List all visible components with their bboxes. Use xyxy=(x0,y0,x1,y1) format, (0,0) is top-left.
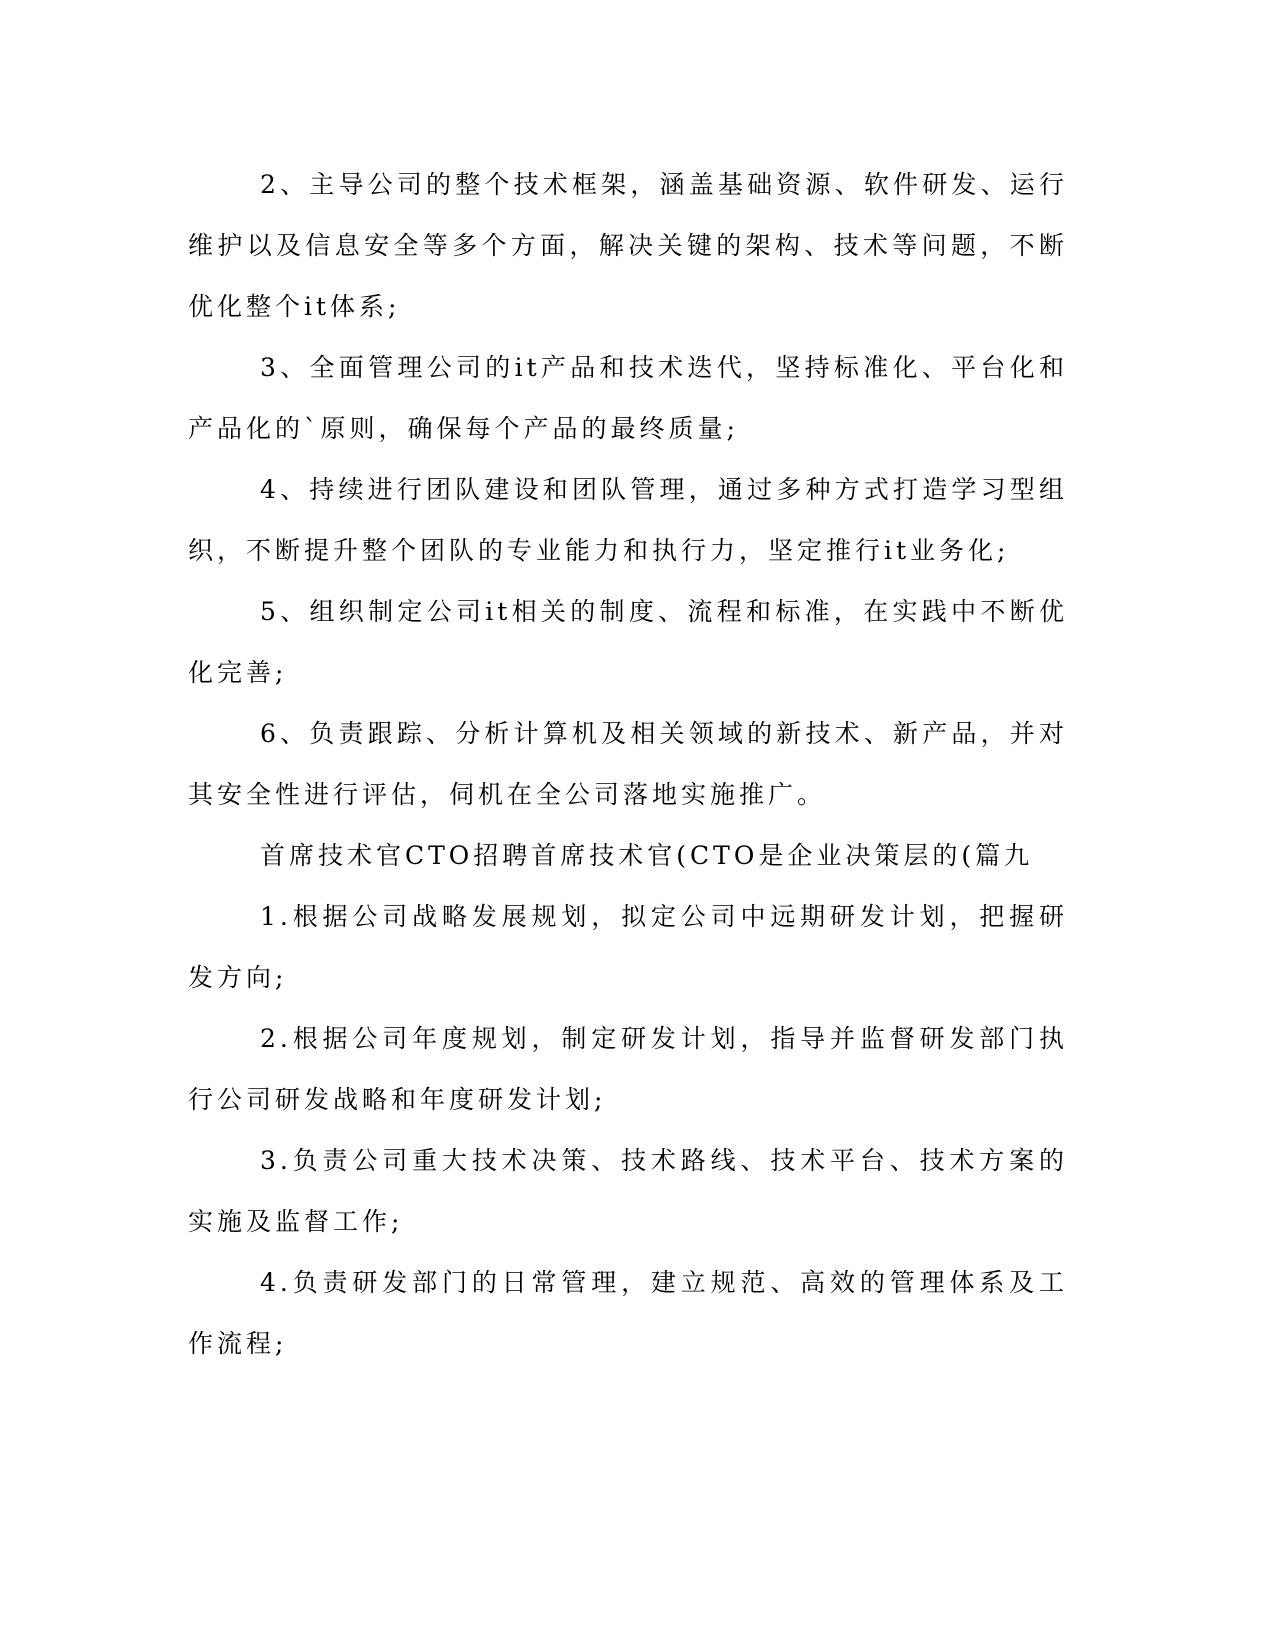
paragraph-duty-4: 4.负责研发部门的日常管理，建立规范、高效的管理体系及工作流程; xyxy=(188,1268,1068,1358)
paragraph-duty-3: 3.负责公司重大技术决策、技术路线、技术平台、技术方案的实施及监督工作; xyxy=(188,1146,1068,1236)
paragraph-duty-2: 2.根据公司年度规划，制定研发计划，指导并监督研发部门执行公司研发战略和年度研发计划; xyxy=(188,1024,1068,1114)
paragraph-duty-1: 1.根据公司战略发展规划，拟定公司中远期研发计划，把握研发方向; xyxy=(188,902,1068,992)
paragraph-item-3: 3、全面管理公司的it产品和技术迭代，坚持标准化、平台化和产品化的`原则，确保每个产品的最终质量; xyxy=(188,353,1068,443)
paragraph-item-2: 2、主导公司的整个技术框架，涵盖基础资源、软件研发、运行维护以及信息安全等多个方面，解决关键的架构、技术等问题，不断优化整个it体系; xyxy=(188,170,1068,321)
paragraph-item-4: 4、持续进行团队建设和团队管理，通过多种方式打造学习型组织，不断提升整个团队的专业能力和执行力，坚定推行it业务化; xyxy=(188,475,1068,565)
document-body xyxy=(188,154,1068,1374)
section-heading: 首席技术官CTO招聘首席技术官(CTO是企业决策层的(篇九 xyxy=(260,841,1034,870)
paragraph-item-6: 6、负责跟踪、分析计算机及相关领域的新技术、新产品，并对其安全性进行评估，伺机在全公司落地实施推广。 xyxy=(188,719,1068,809)
paragraph-item-5: 5、组织制定公司it相关的制度、流程和标准，在实践中不断优化完善; xyxy=(188,597,1068,687)
